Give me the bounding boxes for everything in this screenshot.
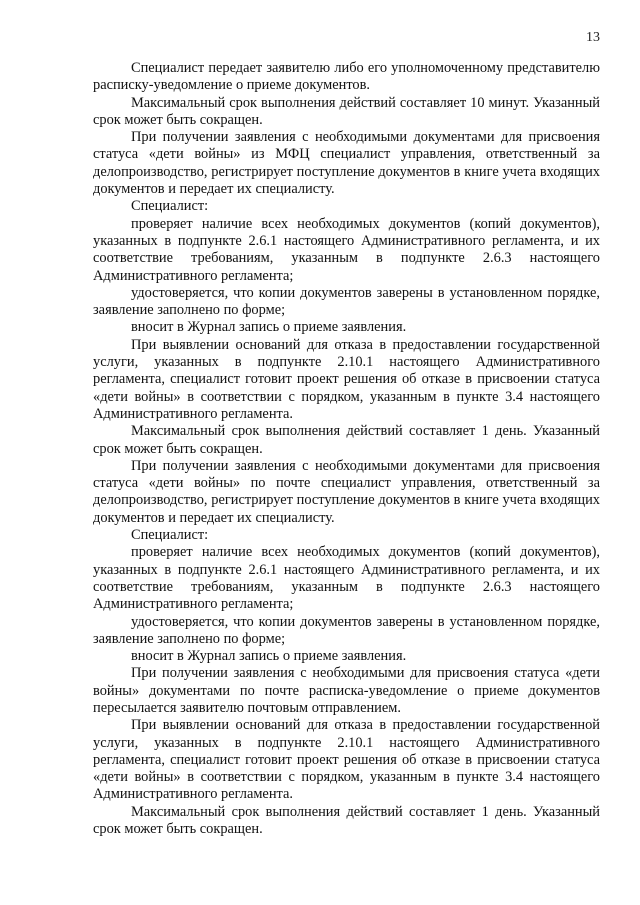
paragraph: При получении заявления с необходимыми для присвоения статуса «дети войны» документами по почте расписка-уведомление о приеме документов пересылается заявителю почтовым отправлением. xyxy=(93,665,600,716)
paragraph: При выявлении оснований для отказа в предоставлении государственной услуги, указанных в подпункте 2.10.1 настоящего Административного регламента, специалист готовит проект решения об отказе в присвоении статуса «дети войны» в соответствии с порядком, указанным в пункте 3.4 настоящего Административного регламента. xyxy=(93,336,600,422)
paragraph: проверяет наличие всех необходимых документов (копий документов), указанных в подпункте 2.6.1 настоящего Административного регламента, и их соответствие требованиям, указанным в подпункте 2.6.3 настоящего Административного регламента; xyxy=(93,215,600,284)
paragraph: удостоверяется, что копии документов заверены в установленном порядке, заявление заполнено по форме; xyxy=(93,613,600,647)
paragraph: Максимальный срок выполнения действий составляет 10 минут. Указанный срок может быть сокращен. xyxy=(93,94,600,128)
paragraph: Максимальный срок выполнения действий составляет 1 день. Указанный срок может быть сокращен. xyxy=(93,803,600,838)
paragraph: Специалист передает заявителю либо его уполномоченному представителю расписку-уведомление о приеме документов. xyxy=(93,60,600,94)
document-body xyxy=(93,60,600,838)
paragraph: Максимальный срок выполнения действий составляет 1 день. Указанный срок может быть сокращен. xyxy=(93,423,600,457)
paragraph: При выявлении оснований для отказа в предоставлении государственной услуги, указанных в подпункте 2.10.1 настоящего Административного регламента, специалист готовит проект решения об отказе в присвоении статуса «дети войны» в соответствии с порядком, указанным в пункте 3.4 настоящего Административного регламента. xyxy=(93,717,600,803)
page-number: 13 xyxy=(586,30,600,45)
paragraph: При получении заявления с необходимыми документами для присвоения статуса «дети войны» из МФЦ специалист управления, ответственный за делопроизводство, регистрирует поступление документов в книге учета входящих документов и передает их специалисту. xyxy=(93,129,600,198)
paragraph: Специалист: xyxy=(131,527,209,544)
paragraph: вносит в Журнал запись о приеме заявления. xyxy=(131,319,407,336)
paragraph: Специалист: xyxy=(131,198,209,215)
paragraph: При получении заявления с необходимыми документами для присвоения статуса «дети войны» по почте специалист управления, ответственный за делопроизводство, регистрирует поступление документов в книге учета входящих документов и передает их специалисту. xyxy=(93,457,600,526)
paragraph: удостоверяется, что копии документов заверены в установленном порядке, заявление заполнено по форме; xyxy=(93,284,600,319)
paragraph: проверяет наличие всех необходимых документов (копий документов), указанных в подпункте 2.6.1 настоящего Административного регламента, и их соответствие требованиям, указанным в подпункте 2.6.3 настоящего Административного регламента; xyxy=(93,544,600,613)
paragraph: вносит в Журнал запись о приеме заявления. xyxy=(131,648,407,665)
